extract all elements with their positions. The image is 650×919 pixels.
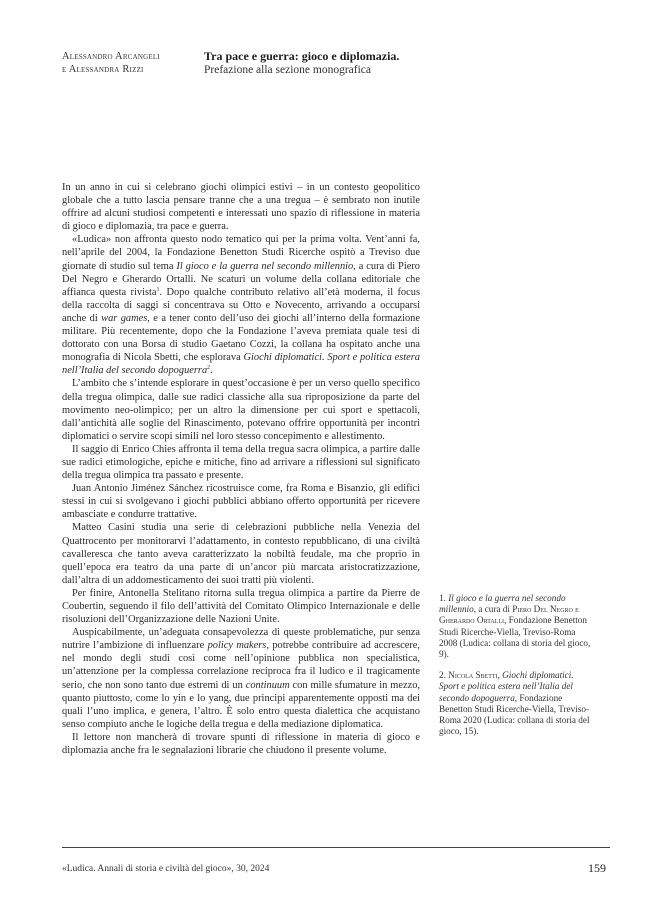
paragraph: Per finire, Antonella Stelitano ritorna sulla tregua olimpica a partire da Pierre de Coubertin, seguendo il filo dell’attività del Comitato Olimpico Internazionale e delle risoluzioni dell’Organizzazione delle Nazioni Unite.: [62, 587, 420, 626]
text-run: , a cura di: [473, 604, 513, 615]
footnote-ref[interactable]: 2: [207, 365, 211, 372]
paragraph: L’ambito che s’intende esplorare in quest’occasione è per un verso quello specifico della tregua olimpica, dalle sue radici classiche alla sua riproposizione da parte del movimento neo-olimpico; per un altro la dimensione per cui sport e spettacoli, dall’antichità alle soglie del Rinascimento, potevano offrire opportunità per incontri diplomatici o servire scopi simili nel loro stesso concepimento e allestimento.: [62, 378, 420, 442]
footnote-ref[interactable]: 1: [156, 286, 160, 293]
text-run: , a cura di Piero Del Negro e Gherardo Ortalli. Ne scaturì un volume della collana editoriale che affianca questa rivista: [62, 260, 420, 298]
paragraph: [62, 233, 420, 377]
body-text: [62, 181, 420, 757]
text-run: «Ludica» non affronta questo nodo tematico qui per la prima volta. Vent’anni fa, nell’aprile del 2004, la Fondazione Benetton Studi Ricerche ospitò a Treviso due giornate di studio sul tema: [62, 234, 420, 272]
text-run: Auspicabilmente, un’adeguata consapevolezza di queste problematiche, pur senza nutrire l’ambizione di influenzare: [62, 627, 420, 652]
text-run: . Dopo qualche contributo relativo all’età moderna, il focus della raccolta di saggi si concentrava su Otto e Novecento, arrivando a occuparsi anche di: [62, 286, 420, 324]
note-author: Nicola Sbetti: [448, 670, 498, 681]
author-line: e Alessandra Rizzi: [62, 64, 144, 75]
authors: [62, 50, 197, 76]
paragraph: Juan Antonio Jiménez Sánchez ricostruisce come, fra Roma e Bisanzio, gli edifici stessi in cui si svolgevano i giochi pubblici abbiano offerto opportunità per ricevere ambasciate e condurre trattative.: [62, 483, 420, 521]
text-run: , Fondazione Benetton Studi Ricerche-Viella, Treviso-Roma 2020 (Ludica: collana di storia del gioco, 15).: [439, 692, 590, 737]
note-editors: Piero Del Negro e Gherardo Ortalli: [439, 604, 579, 626]
note-title: Giochi diplomatici. Sport e politica estera nell’Italia del secondo dopoguerra: [439, 670, 574, 703]
paragraph: Matteo Casini studia una serie di celebrazioni pubbliche nella Venezia del Quattrocento per monitorarvi l’adattamento, in contesto repubblicano, di una civiltà cavalleresca che tanto aveva caratterizzato la nobiltà feudale, ma che proprio in quell’epoca era teatro da una parte di un’ancor più marcata aristocratizzazione, dall’altra di un addomesticamento dei suoi tratti più violenti.: [62, 522, 420, 586]
footnote-1: [439, 593, 595, 660]
book-title: Il gioco e la guerra nel secondo millennio: [176, 260, 354, 272]
italic-term: continuum: [245, 679, 290, 691]
article-subtitle: Prefazione alla sezione monografica: [204, 64, 371, 76]
footnote-number: 1.: [439, 593, 446, 603]
title-block: [204, 49, 504, 77]
footnote-number: 2.: [439, 670, 446, 681]
text-run: con mille sfumature in mezzo, quanto piuttosto, come lo yin e lo yang, due principi apparentemente opposti ma dei quali l’uno implica, e genera, l’altro. È solo entro questa dialettica che acquistano senso compiuto anche le logiche della tregua e della mediazione diplomatica.: [62, 679, 420, 730]
author-line: Alessandro Arcangeli: [62, 51, 160, 62]
paragraph: In un anno in cui si celebrano giochi olimpici estivi – in un contesto geopolitico globale che a tutto lascia pensare tranne che a una tregua – è sembrato non inutile offrire ad alcuni studiosi competenti e interessati uno spazio di riflessione in materia di gioco e diplomazia, tra pace e guerra.: [62, 182, 420, 233]
footnotes: [439, 593, 595, 747]
text-run: .: [210, 365, 213, 377]
paragraph: Il lettore non mancherà di trovare spunti di riflessione in materia di gioco e diplomazia anche fra le segnalazioni librarie che chiudono il presente volume.: [62, 731, 420, 757]
italic-term: policy makers: [207, 640, 267, 652]
footnote-2: 2. Nicola Sbetti, Giochi diplomatici. Sport e politica estera nell’Italia del secondo dopoguerra, Fondazione Benetton Studi Ricerche-Viella, Treviso-Roma 2020 (Ludica: collana di storia del gioco, 15).: [439, 670, 590, 737]
footer-rule: [62, 847, 610, 848]
book-title: Giochi diplomatici. Sport e politica estera nell’Italia del secondo dopoguerra: [62, 352, 420, 377]
paragraph: [62, 626, 420, 731]
running-footer: «Ludica. Annali di storia e civiltà del gioco», 30, 2024: [62, 864, 270, 874]
page-number: 159: [588, 861, 606, 875]
note-title: Il gioco e la guerra nel secondo millennio: [439, 593, 566, 615]
article-title: Tra pace e guerra: gioco e diplomazia.: [204, 49, 400, 63]
paragraph: Il saggio di Enrico Chies affronta il tema della tregua sacra olimpica, a partire dalle sue radici etimologiche, epiche e mitiche, fino ad arrivare a riflessioni sul significato della tregua olimpica tra passato e presente.: [62, 443, 420, 482]
italic-term: war games: [101, 312, 148, 324]
text-run: , e a tener conto dell’uso dei giochi all’interno della formazione militare. Più recentemente, dopo che la Fondazione l’aveva premiata quale tesi di dottorato con una Borsa di studio Gaetano Cozzi, la collana ha ospitato anche una monografia di Nicola Sbetti, che esplorava: [62, 312, 420, 364]
text-run: , potrebbe contribuire ad accrescere, nel mondo degli studi così come nell’opinione pubblica non specialistica, un’attenzione per la complessa correlazione reciproca fra il ludico e il tragicamente serio, che non sono tanto due estremi di un: [62, 640, 420, 691]
text-run: , Fondazione Benetton Studi Ricerche-Viella, Treviso-Roma 2008 (Ludica: collana di storia del gioco, 9).: [439, 615, 591, 660]
